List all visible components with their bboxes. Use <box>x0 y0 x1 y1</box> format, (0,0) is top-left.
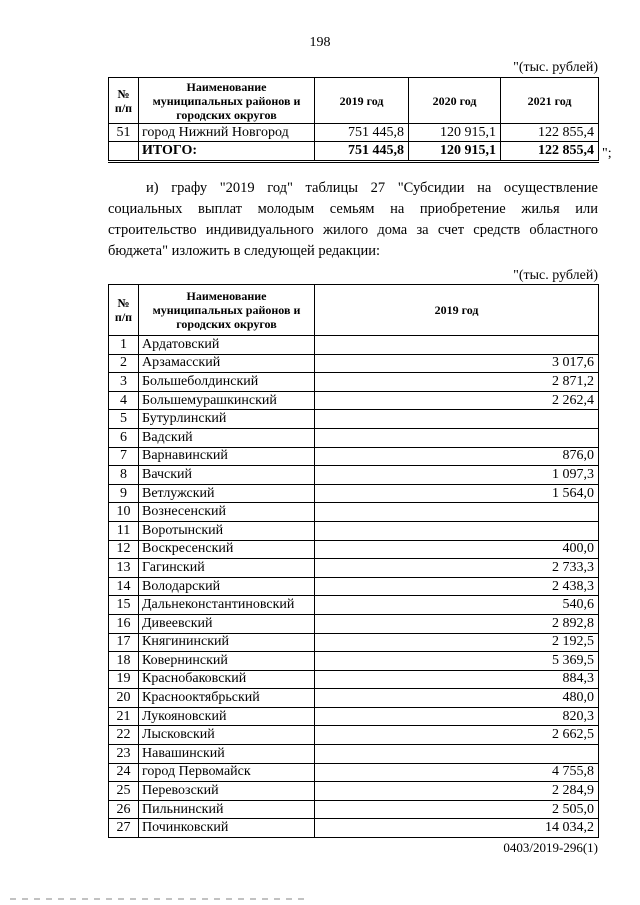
total-label: ИТОГО: <box>139 142 315 162</box>
col-header-name: Наименование муниципальных районов и городских округов <box>139 285 315 336</box>
row-name: город Первомайск <box>139 763 315 782</box>
row-name: Навашинский <box>139 745 315 764</box>
col-header-num: № п/п <box>109 78 139 124</box>
row-num: 8 <box>109 466 139 485</box>
table-row <box>109 763 599 782</box>
row-2019: 751 445,8 <box>315 124 409 142</box>
subsidy-table-27 <box>108 284 599 838</box>
row-num: 13 <box>109 559 139 578</box>
table-row <box>109 410 599 429</box>
row-value: 400,0 <box>315 540 599 559</box>
row-value: 2 892,8 <box>315 614 599 633</box>
row-value: 2 192,5 <box>315 633 599 652</box>
table-row <box>109 652 599 671</box>
col-header-2021: 2021 год <box>501 78 599 124</box>
table-row <box>109 540 599 559</box>
row-value: 4 755,8 <box>315 763 599 782</box>
row-value: 14 034,2 <box>315 819 599 838</box>
row-num: 15 <box>109 596 139 615</box>
row-name: Перевозский <box>139 782 315 801</box>
row-value: 2 871,2 <box>315 373 599 392</box>
row-value: 3 017,6 <box>315 354 599 373</box>
row-name: Володарский <box>139 577 315 596</box>
row-num: 16 <box>109 614 139 633</box>
table-row <box>109 633 599 652</box>
row-value: 5 369,5 <box>315 652 599 671</box>
table-row <box>109 354 599 373</box>
row-num: 6 <box>109 428 139 447</box>
row-num: 5 <box>109 410 139 429</box>
row-num: 17 <box>109 633 139 652</box>
row-value: 876,0 <box>315 447 599 466</box>
row-name: город Нижний Новгород <box>139 124 315 142</box>
row-num: 21 <box>109 707 139 726</box>
row-num: 27 <box>109 819 139 838</box>
table-row <box>109 447 599 466</box>
row-value: 820,3 <box>315 707 599 726</box>
row-num: 7 <box>109 447 139 466</box>
row-name: Воскресенский <box>139 540 315 559</box>
row-num: 4 <box>109 391 139 410</box>
table-row <box>109 559 599 578</box>
table-row <box>109 707 599 726</box>
row-name: Починковский <box>139 819 315 838</box>
row-name: Краснооктябрьский <box>139 689 315 708</box>
row-num: 11 <box>109 521 139 540</box>
table-row <box>109 391 599 410</box>
row-value <box>315 410 599 429</box>
row-name: Гагинский <box>139 559 315 578</box>
row-name: Бутурлинский <box>139 410 315 429</box>
row-num: 22 <box>109 726 139 745</box>
row-value: 2 733,3 <box>315 559 599 578</box>
row-value: 2 505,0 <box>315 800 599 819</box>
row-value <box>315 336 599 355</box>
row-num: 20 <box>109 689 139 708</box>
col-header-2020: 2020 год <box>409 78 501 124</box>
col-header-num: № п/п <box>109 285 139 336</box>
row-num: 3 <box>109 373 139 392</box>
row-name: Варнавинский <box>139 447 315 466</box>
total-2019: 751 445,8 <box>315 142 409 162</box>
row-num: 10 <box>109 503 139 522</box>
table-row <box>109 745 599 764</box>
total-row <box>109 142 599 162</box>
table-row <box>109 614 599 633</box>
row-num: 12 <box>109 540 139 559</box>
row-2021: 122 855,4 <box>501 124 599 142</box>
table-row <box>109 124 599 142</box>
row-name: Воротынский <box>139 521 315 540</box>
row-num: 1 <box>109 336 139 355</box>
table-row <box>109 819 599 838</box>
row-num: 19 <box>109 670 139 689</box>
row-value <box>315 503 599 522</box>
row-name: Краснобаковский <box>139 670 315 689</box>
row-name: Лукояновский <box>139 707 315 726</box>
row-num: 9 <box>109 484 139 503</box>
row-name: Вознесенский <box>139 503 315 522</box>
page-number: 198 <box>309 35 331 50</box>
table-row <box>109 670 599 689</box>
row-name: Княгининский <box>139 633 315 652</box>
row-name: Арзамасский <box>139 354 315 373</box>
closing-quote: "; <box>602 146 612 161</box>
row-2020: 120 915,1 <box>409 124 501 142</box>
scan-artifact <box>10 898 310 900</box>
row-name: Большеболдинский <box>139 373 315 392</box>
row-num: 14 <box>109 577 139 596</box>
row-name: Ветлужский <box>139 484 315 503</box>
table-row <box>109 577 599 596</box>
table-row <box>109 336 599 355</box>
row-name: Ардатовский <box>139 336 315 355</box>
row-value: 1 097,3 <box>315 466 599 485</box>
total-2020: 120 915,1 <box>409 142 501 162</box>
row-value: 2 262,4 <box>315 391 599 410</box>
row-num: 23 <box>109 745 139 764</box>
row-num: 18 <box>109 652 139 671</box>
row-name: Ковернинский <box>139 652 315 671</box>
row-name: Лысковский <box>139 726 315 745</box>
row-name: Пильнинский <box>139 800 315 819</box>
table-row <box>109 484 599 503</box>
col-header-2019: 2019 год <box>315 78 409 124</box>
table-row <box>109 782 599 801</box>
row-value: 540,6 <box>315 596 599 615</box>
amendment-paragraph <box>108 178 598 262</box>
row-name: Вадский <box>139 428 315 447</box>
row-num: 24 <box>109 763 139 782</box>
subsidy-table-2019-2021 <box>108 77 599 163</box>
table-row <box>109 726 599 745</box>
row-value <box>315 521 599 540</box>
row-value: 2 662,5 <box>315 726 599 745</box>
row-num: 2 <box>109 354 139 373</box>
row-value <box>315 745 599 764</box>
table-row <box>109 373 599 392</box>
amendment-text: и) графу "2019 год" таблицы 27 "Субсидии на осуществление социальных выплат молодым семьям на приобретение жилья или строительство индивидуального жилого дома за счет средств областного бюджета" изложить в следующей редакции: <box>108 180 598 259</box>
table-row <box>109 689 599 708</box>
row-value: 1 564,0 <box>315 484 599 503</box>
row-value: 2 284,9 <box>315 782 599 801</box>
document-code: 0403/2019-296(1) <box>503 840 598 855</box>
table-row <box>109 503 599 522</box>
row-value: 480,0 <box>315 689 599 708</box>
table-row <box>109 800 599 819</box>
row-name: Большемурашкинский <box>139 391 315 410</box>
table-row <box>109 428 599 447</box>
row-value <box>315 428 599 447</box>
row-name: Вачский <box>139 466 315 485</box>
row-value: 884,3 <box>315 670 599 689</box>
row-name: Дивеевский <box>139 614 315 633</box>
table-row <box>109 466 599 485</box>
row-num: 51 <box>109 124 139 142</box>
row-name: Дальнеконстантиновский <box>139 596 315 615</box>
total-2021: 122 855,4 <box>501 142 599 162</box>
unit-label-top: "(тыс. рублей) <box>513 60 598 75</box>
col-header-2019: 2019 год <box>315 285 599 336</box>
table-row <box>109 521 599 540</box>
row-value: 2 438,3 <box>315 577 599 596</box>
row-num: 25 <box>109 782 139 801</box>
row-num: 26 <box>109 800 139 819</box>
table-row <box>109 596 599 615</box>
unit-label-bottom: "(тыс. рублей) <box>513 268 598 283</box>
col-header-name: Наименование муниципальных районов и городских округов <box>139 78 315 124</box>
